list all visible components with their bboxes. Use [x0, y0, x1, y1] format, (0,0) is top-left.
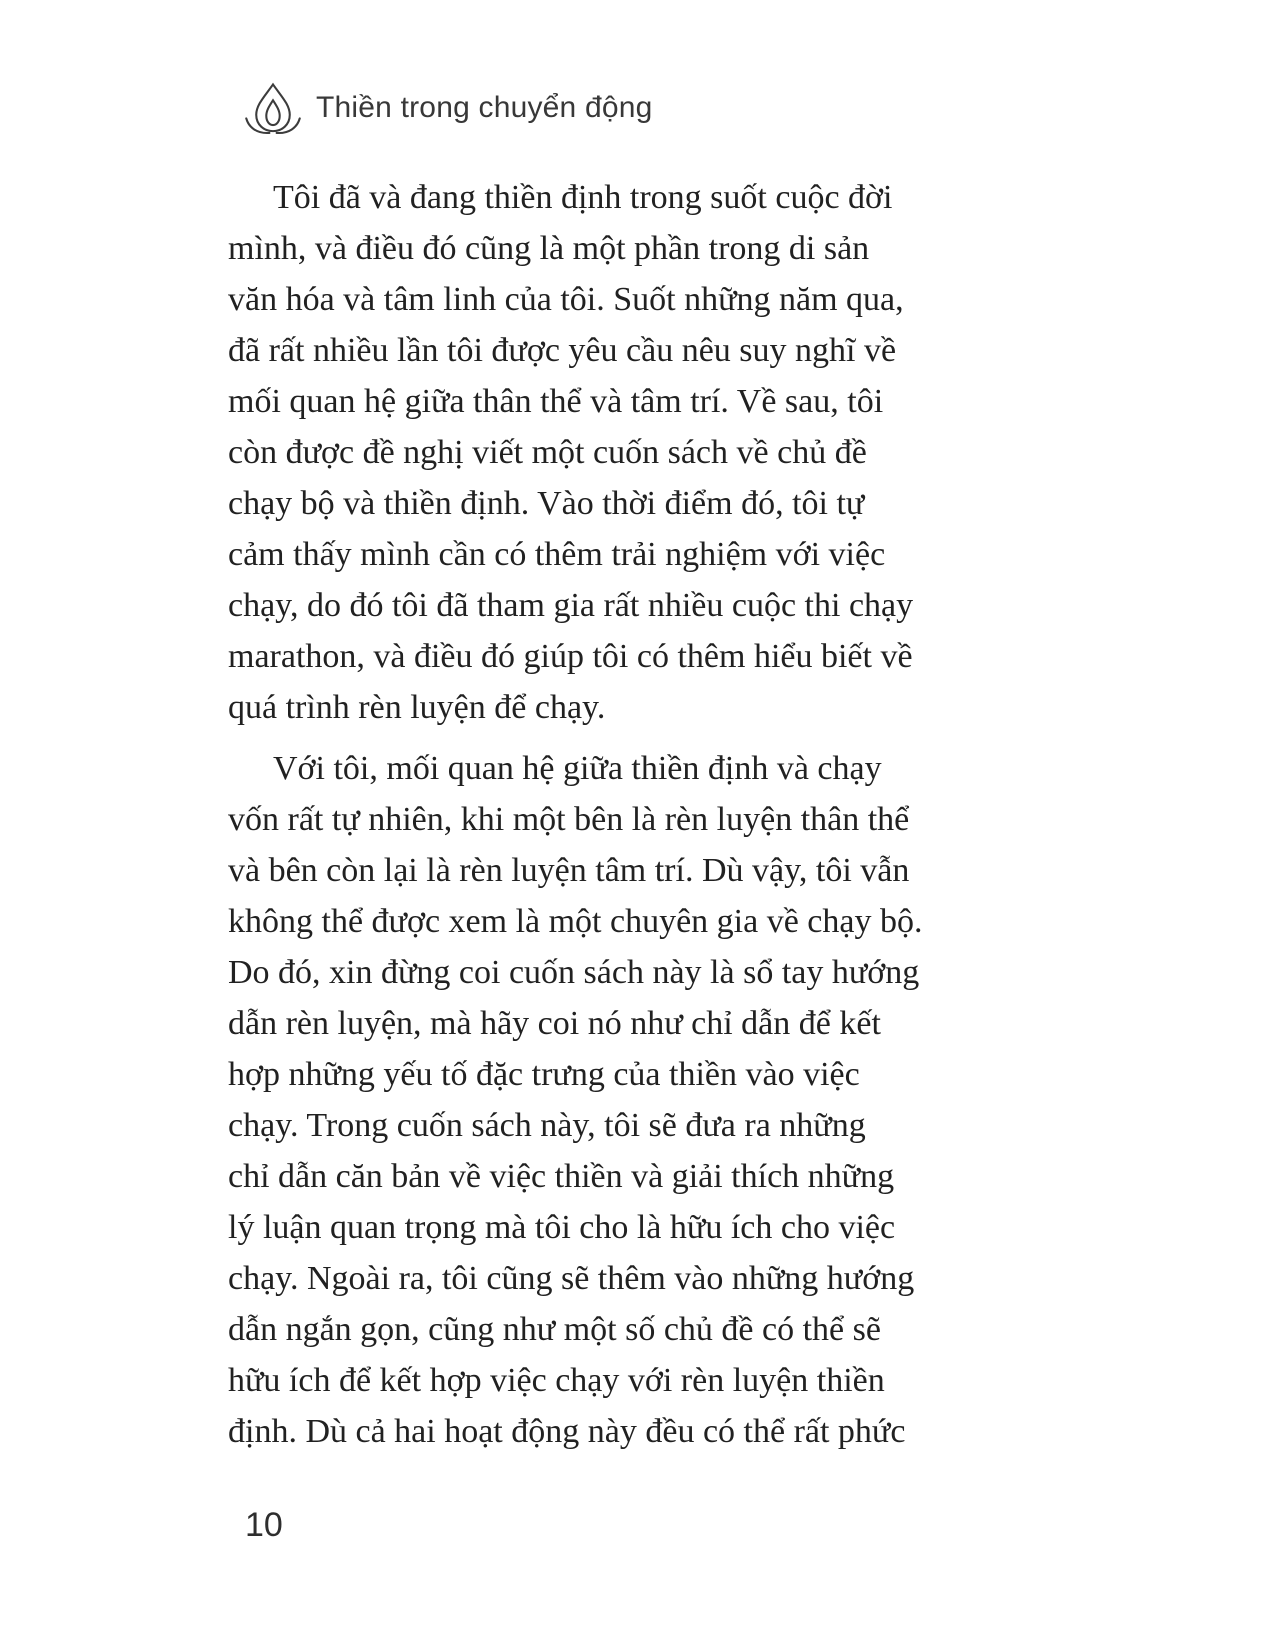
paragraph [228, 743, 962, 1457]
text-line: Với tôi, mối quan hệ giữa thiền định và chạy [273, 750, 882, 787]
text-line: dẫn ngắn gọn, cũng như một số chủ đề có thể sẽ [228, 1311, 881, 1348]
text-line: mình, và điều đó cũng là một phần trong di sản [228, 230, 870, 267]
text-line: mối quan hệ giữa thân thể và tâm trí. Về sau, tôi [228, 383, 884, 420]
book-title: Thiền trong chuyển động [316, 91, 653, 124]
text-line: vốn rất tự nhiên, khi một bên là rèn luyện thân thể [228, 801, 910, 838]
lotus-icon [244, 80, 302, 136]
text-line: không thể được xem là một chuyên gia về chạy bộ. [228, 903, 923, 940]
text-line: còn được đề nghị viết một cuốn sách về chủ đề [228, 434, 867, 471]
page-number: 10 [245, 1506, 283, 1544]
paragraph [228, 172, 962, 733]
text-line: hữu ích để kết hợp việc chạy với rèn luyện thiền [228, 1362, 885, 1399]
text-line: Do đó, xin đừng coi cuốn sách này là sổ tay hướng [228, 954, 920, 991]
running-head [244, 80, 653, 136]
text-line: chạy. Trong cuốn sách này, tôi sẽ đưa ra những [228, 1107, 866, 1144]
text-line: quá trình rèn luyện để chạy. [228, 689, 606, 726]
text-line: đã rất nhiều lần tôi được yêu cầu nêu suy nghĩ về [228, 332, 897, 369]
text-line: dẫn rèn luyện, mà hãy coi nó như chỉ dẫn để kết [228, 1005, 881, 1042]
text-line: văn hóa và tâm linh của tôi. Suốt những năm qua, [228, 281, 904, 318]
text-line: và bên còn lại là rèn luyện tâm trí. Dù vậy, tôi vẫn [228, 852, 910, 889]
text-line: marathon, và điều đó giúp tôi có thêm hiểu biết về [228, 638, 913, 675]
body-text [228, 172, 962, 1457]
text-line: Tôi đã và đang thiền định trong suốt cuộc đời [273, 179, 893, 216]
text-line: chỉ dẫn căn bản về việc thiền và giải thích những [228, 1158, 895, 1195]
text-line: hợp những yếu tố đặc trưng của thiền vào việc [228, 1056, 860, 1093]
text-line: chạy. Ngoài ra, tôi cũng sẽ thêm vào những hướng [228, 1260, 915, 1297]
text-line: cảm thấy mình cần có thêm trải nghiệm với việc [228, 536, 886, 573]
text-line: chạy, do đó tôi đã tham gia rất nhiều cuộc thi chạy [228, 587, 914, 624]
text-line: lý luận quan trọng mà tôi cho là hữu ích cho việc [228, 1209, 896, 1246]
text-line: chạy bộ và thiền định. Vào thời điểm đó, tôi tự [228, 485, 865, 522]
text-line: định. Dù cả hai hoạt động này đều có thể rất phức [228, 1413, 906, 1450]
